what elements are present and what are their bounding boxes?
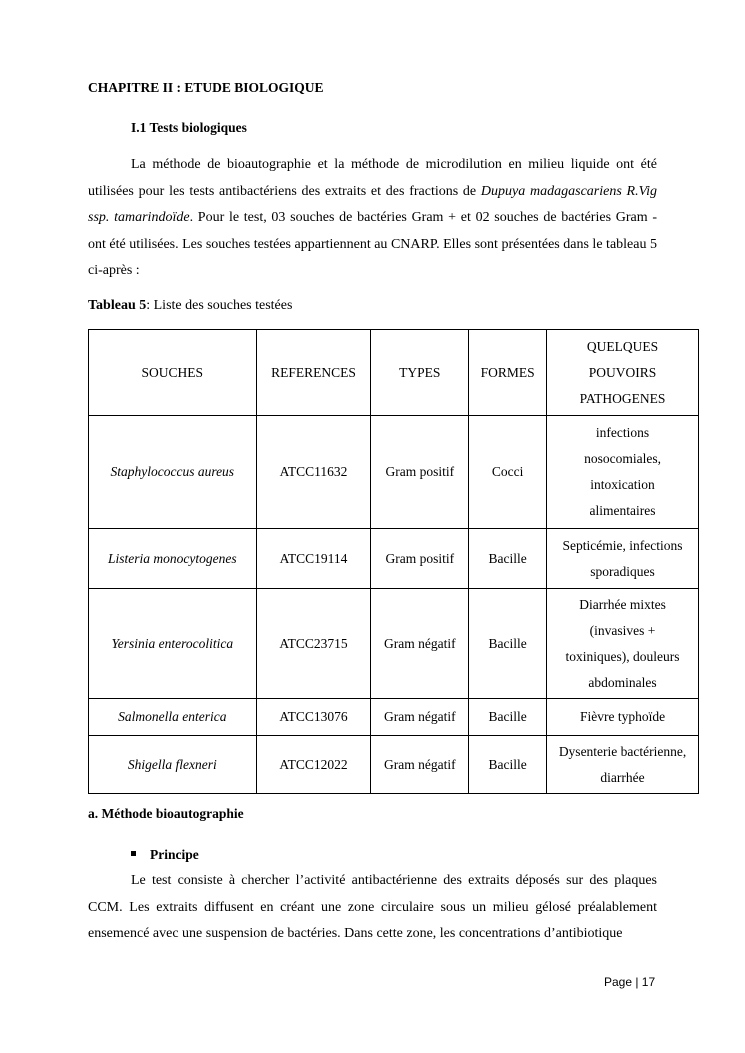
form-cell: Bacille bbox=[469, 699, 547, 736]
type-cell: Gram négatif bbox=[371, 589, 469, 699]
pathogen-cell: infections nosocomiales, intoxication alimentaires bbox=[547, 416, 699, 529]
reference-cell: ATCC11632 bbox=[256, 416, 371, 529]
strain-cell: Salmonella enterica bbox=[89, 699, 257, 736]
type-cell: Gram négatif bbox=[371, 699, 469, 736]
pathogen-cell: Diarrhée mixtes (invasives + toxiniques), douleurs abdominales bbox=[547, 589, 699, 699]
reference-cell: ATCC23715 bbox=[256, 589, 371, 699]
type-cell: Gram positif bbox=[371, 529, 469, 589]
principe-paragraph bbox=[88, 868, 657, 948]
reference-cell: ATCC12022 bbox=[256, 736, 371, 794]
strain-cell: Shigella flexneri bbox=[89, 736, 257, 794]
form-cell: Bacille bbox=[469, 736, 547, 794]
pathogen-cell: Fièvre typhoïde bbox=[547, 699, 699, 736]
table-row bbox=[89, 699, 699, 736]
header-cell: SOUCHES bbox=[89, 330, 257, 416]
chapter-title: CHAPITRE II : ETUDE BIOLOGIQUE bbox=[88, 80, 324, 95]
section-title: I.1 Tests biologiques bbox=[131, 120, 247, 135]
intro-paragraph bbox=[88, 152, 657, 285]
intro-text-a: La méthode de bioautographie et la méthode de microdilution en milieu liquide ont été utilisées pour les tests antibactériens des extraits et des fractions de bbox=[88, 157, 657, 199]
form-cell: Bacille bbox=[469, 529, 547, 589]
header-cell: REFERENCES bbox=[256, 330, 371, 416]
form-cell: Bacille bbox=[469, 589, 547, 699]
page-number: Page | 17 bbox=[604, 975, 656, 989]
table-row bbox=[89, 529, 699, 589]
table-header-row bbox=[89, 330, 699, 416]
bullet-title: Principe bbox=[150, 847, 199, 862]
table-row bbox=[89, 736, 699, 794]
intro-text-b: . Pour le test, 03 souches de bactéries Gram + et 02 souches de bactéries Gram - ont été utilisées. Les souches testées appartiennent au CNARP. Elles sont présentées dans le tableau 5 ci-après : bbox=[88, 210, 657, 278]
table-row bbox=[89, 416, 699, 529]
caption-text: : Liste des souches testées bbox=[146, 298, 293, 313]
species-name: Dupuya madagascariens R.Vig ssp. tamarindoïde bbox=[88, 183, 657, 225]
header-cell: QUELQUES POUVOIRS PATHOGENES bbox=[547, 330, 699, 416]
strain-cell: Yersinia enterocolitica bbox=[89, 589, 257, 699]
reference-cell: ATCC19114 bbox=[256, 529, 371, 589]
bullet-item bbox=[131, 847, 199, 863]
pathogen-cell: Septicémie, infections sporadiques bbox=[547, 529, 699, 589]
header-cell: FORMES bbox=[469, 330, 547, 416]
caption-label: Tableau 5 bbox=[88, 298, 147, 313]
reference-cell: ATCC13076 bbox=[256, 699, 371, 736]
pathogen-cell: Dysenterie bactérienne, diarrhée bbox=[547, 736, 699, 794]
type-cell: Gram négatif bbox=[371, 736, 469, 794]
header-cell: TYPES bbox=[371, 330, 469, 416]
table-row bbox=[89, 589, 699, 699]
strain-cell: Listeria monocytogenes bbox=[89, 529, 257, 589]
subsection-title: a. Méthode bioautographie bbox=[88, 806, 244, 821]
strain-cell: Staphylococcus aureus bbox=[89, 416, 257, 529]
strains-table bbox=[88, 329, 699, 794]
type-cell: Gram positif bbox=[371, 416, 469, 529]
table-caption bbox=[88, 298, 292, 314]
form-cell: Cocci bbox=[469, 416, 547, 529]
bullet-square-icon bbox=[131, 851, 136, 856]
principe-text: Le test consiste à chercher l’activité antibactérienne des extraits déposés sur des plaques CCM. Les extraits diffusent en créant une zone circulaire sous un milieu gélosé préalablement ensemencé avec une suspension de bactéries. Dans cette zone, les concentrations d’antibiotique bbox=[88, 873, 657, 941]
